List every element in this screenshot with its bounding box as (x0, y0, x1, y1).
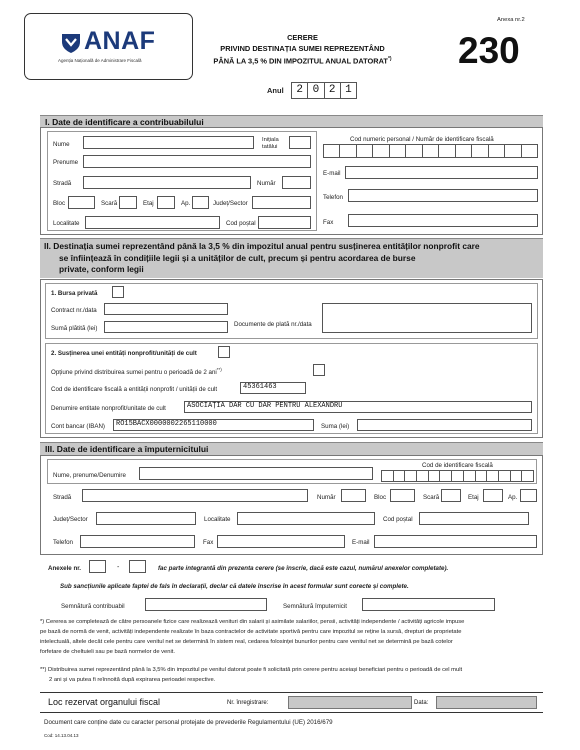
imp-localitate-field[interactable] (237, 512, 375, 525)
label-fax: Fax (323, 219, 334, 226)
section-2-title-line-1: II. Destinația sumei reprezentând până la 3,5 % din impozitul anual pentru susținerea entităților nonprofit care (44, 241, 480, 251)
nr-inregistrare-label: Nr. înregistrare: (227, 700, 269, 706)
section-1-title: I. Date de identificare a contribuabilului (40, 115, 543, 127)
scara-field[interactable] (119, 196, 137, 209)
email-field[interactable] (345, 166, 538, 179)
imp-email-field[interactable] (374, 535, 537, 548)
label-imp-ap: Ap. (508, 494, 518, 501)
title-line-2: PRIVIND DESTINAȚIA SUMEI REPREZENTÂND (220, 44, 385, 53)
label-optiune: Opțiune privind distribuirea sumei pentru o perioadă de 2 ani**) (51, 367, 222, 377)
ap-field[interactable] (192, 196, 209, 209)
footnote-2-line-1: **) Distribuirea sumei reprezentând până la 3,5% din impozitul pe venitul datorat poate fi solicitată prin cerere pentru aceiași beneficiari pentru o perioadă de cel mult (40, 667, 463, 673)
numar-field[interactable] (282, 176, 311, 189)
initiala-field[interactable] (289, 136, 311, 149)
contract-field[interactable] (104, 303, 228, 315)
label-judet: Județ/Sector (213, 200, 248, 207)
iban-value: RO15BACX0000002265110000 (116, 420, 217, 428)
label-cod-postal: Cod poștal (226, 220, 256, 227)
suma-field[interactable] (357, 419, 532, 431)
form-number: 230 (458, 30, 520, 71)
label-anexele: Anexele nr. (48, 565, 82, 572)
optiune-footnote-mark: **) (216, 367, 222, 372)
anexele-to-field[interactable] (129, 560, 146, 573)
label-etaj: Etaj (143, 200, 154, 207)
imp-cif-field[interactable] (381, 470, 534, 482)
label-imp-nume: Nume, prenume/Denumire (53, 472, 126, 479)
label-denumire: Denumire entitate nonprofit/unitate de cult (51, 405, 166, 412)
cod-postal-field[interactable] (258, 216, 311, 229)
nr-inregistrare-field[interactable] (288, 696, 412, 709)
label-nume: Nume (53, 141, 70, 148)
denumire-value: ASOCIAȚIA DAR CU DAR PENTRU ALEXANDRU (187, 402, 343, 410)
label-imp-judet: Județ/Sector (53, 516, 88, 523)
label-ap: Ap. (181, 200, 191, 207)
form-code: Cod: 14.13.04.13 (44, 733, 79, 738)
imp-fax-field[interactable] (217, 535, 345, 548)
label-imp-scara: Scară (423, 494, 440, 501)
year-digit: 2 (325, 83, 341, 98)
label-imp-bloc: Bloc (374, 494, 387, 501)
year-label: Anul (267, 86, 284, 95)
year-digit: 2 (292, 83, 308, 98)
optiune-checkbox[interactable] (313, 364, 325, 376)
label-initiala: Inițiala tatălui (262, 137, 279, 150)
suma-platita-field[interactable] (104, 321, 228, 333)
imp-nume-field[interactable] (139, 467, 373, 480)
label-imp-telefon: Telefon (53, 539, 73, 546)
prenume-field[interactable] (83, 155, 311, 168)
nume-field[interactable] (83, 136, 254, 149)
title-line-1: CERERE (287, 33, 318, 42)
imp-numar-field[interactable] (341, 489, 366, 502)
telefon-field[interactable] (348, 189, 538, 202)
imp-ap-field[interactable] (520, 489, 537, 502)
label-imp-numar: Număr (317, 494, 336, 501)
shield-icon (60, 32, 82, 54)
imp-etaj-field[interactable] (483, 489, 503, 502)
label-strada: Stradă (53, 180, 72, 187)
data-field[interactable] (436, 696, 537, 709)
fax-field[interactable] (348, 214, 538, 227)
section-2-title-line-2: se înființează în condițiile legii și a unităților de cult, precum și pentru acordarea de burse (59, 252, 416, 263)
label-imp-fax: Fax (203, 539, 214, 546)
imp-scara-field[interactable] (441, 489, 461, 502)
judet-field[interactable] (252, 196, 311, 209)
cnp-field[interactable] (323, 144, 538, 158)
sanctiuni-text: Sub sancțiunile aplicate faptei de fals în declarații, declar că datele înscrise în acest formular sunt corecte și complete. (60, 583, 409, 590)
footnote-1-line-1: *) Cererea se completează de către persoanele fizice care realizează venituri din salarii și asimilate salariilor, pensii, activități independente / activități agricole impuse (40, 619, 465, 625)
label-imp-email: E-mail (352, 539, 370, 546)
label-cif-entitate: Cod de identificare fiscală a entității nonprofit / unității de cult (51, 386, 218, 393)
label-documente: Documente de plată nr./data (234, 321, 312, 328)
section-2-title (40, 238, 543, 278)
footnote-2-line-2: 2 ani și va putea fi reînnoită după expirarea perioadei respective. (49, 677, 216, 683)
footnote-1-line-3: intelectuală, altele decât cele pentru care venitul net se determină în sistem real, cedarea folosinței bunurilor pentru care venitul net se determină pe bază cotelor (40, 639, 453, 645)
logo-subtitle: Agenția Națională de Administrare Fiscală (58, 58, 142, 63)
footnote-1-line-2: pe bază de normă de venit, activități independente realizate în baza contractelor de activitate sportivă pentru care impozitul se reține la sursă, drepturi de proprietate (40, 629, 462, 635)
label-imp-localitate: Localitate (204, 516, 231, 523)
label-scara: Scară (101, 200, 118, 207)
label-bloc: Bloc (53, 200, 66, 207)
semnatura-imputernicit-field[interactable] (362, 598, 495, 611)
strada-field[interactable] (83, 176, 251, 189)
label-contract: Contract nr./data (51, 307, 97, 314)
imp-cod-postal-field[interactable] (419, 512, 529, 525)
loc-rezervat-label: Loc rezervat organului fiscal (48, 697, 161, 707)
semnatura-contribuabil-field[interactable] (145, 598, 267, 611)
data-label: Data: (414, 700, 429, 706)
label-imp-cod-postal: Cod poștal (383, 516, 413, 523)
documente-field[interactable] (322, 303, 532, 333)
bloc-field[interactable] (68, 196, 95, 209)
etaj-field[interactable] (157, 196, 175, 209)
title-line-3: PÂNĂ LA 3,5 % DIN IMPOZITUL ANUAL DATORAT*) (213, 56, 392, 66)
logo-text: ANAF (84, 27, 156, 55)
label-telefon: Telefon (323, 194, 343, 201)
imp-telefon-field[interactable] (80, 535, 195, 548)
imp-strada-field[interactable] (82, 489, 308, 502)
year-field[interactable] (291, 82, 357, 99)
bursa-checkbox[interactable] (112, 286, 124, 298)
label-imp-cif: Cod de identificare fiscală (422, 462, 493, 469)
label-semnatura-contribuabil: Semnătură contribuabil (61, 603, 125, 610)
label-imp-etaj: Etaj (468, 494, 479, 501)
form-title (200, 32, 405, 66)
footnote-1 (40, 617, 543, 657)
localitate-field[interactable] (85, 216, 220, 229)
imp-bloc-field[interactable] (390, 489, 415, 502)
footnote-1-line-4: forfetare de cheltuieli sau pe bază normelor de venit. (40, 649, 176, 655)
section-2-title-line-3: private, conform legii (59, 264, 144, 274)
anexele-text: fac parte integrantă din prezenta cerere (se înscrie, dacă este cazul, numărul anexelor completate). (158, 565, 449, 572)
label-sustinerea: 2. Susținerea unei entități nonprofit/unități de cult (51, 350, 197, 357)
year-digit: 0 (308, 83, 324, 98)
gdpr-notice: Document care conține date cu caracter personal protejate de prevederile Regulamentului (UE) 2016/679 (44, 719, 333, 726)
imp-judet-field[interactable] (96, 512, 196, 525)
cif-entitate-value: 45361463 (243, 383, 277, 391)
label-imp-strada: Stradă (53, 494, 72, 501)
annex-label: Anexa nr.2 (497, 17, 525, 23)
sustinerea-checkbox[interactable] (218, 346, 230, 358)
year-digit: 1 (345, 84, 352, 96)
label-suma: Suma (lei) (321, 423, 350, 430)
anexele-dash: - (117, 564, 120, 571)
section-3-title: III. Date de identificare a împuternicitului (40, 442, 543, 455)
label-iban: Cont bancar (IBAN) (51, 423, 105, 430)
label-localitate: Localitate (53, 220, 80, 227)
label-bursa: 1. Bursa privată (51, 290, 98, 297)
label-prenume: Prenume (53, 159, 79, 166)
label-email: E-mail (323, 170, 341, 177)
label-suma-platita: Sumă plătită (lei) (51, 325, 98, 332)
title-footnote-mark: *) (387, 56, 392, 62)
anexele-from-field[interactable] (89, 560, 106, 573)
label-semnatura-imputernicit: Semnătură împuternicit (283, 603, 347, 610)
fiscal-reserved-area (40, 692, 543, 713)
label-cnp: Cod numeric personal / Număr de identificare fiscală (350, 136, 494, 143)
footnote-2 (40, 665, 543, 685)
label-numar: Număr (257, 180, 276, 187)
